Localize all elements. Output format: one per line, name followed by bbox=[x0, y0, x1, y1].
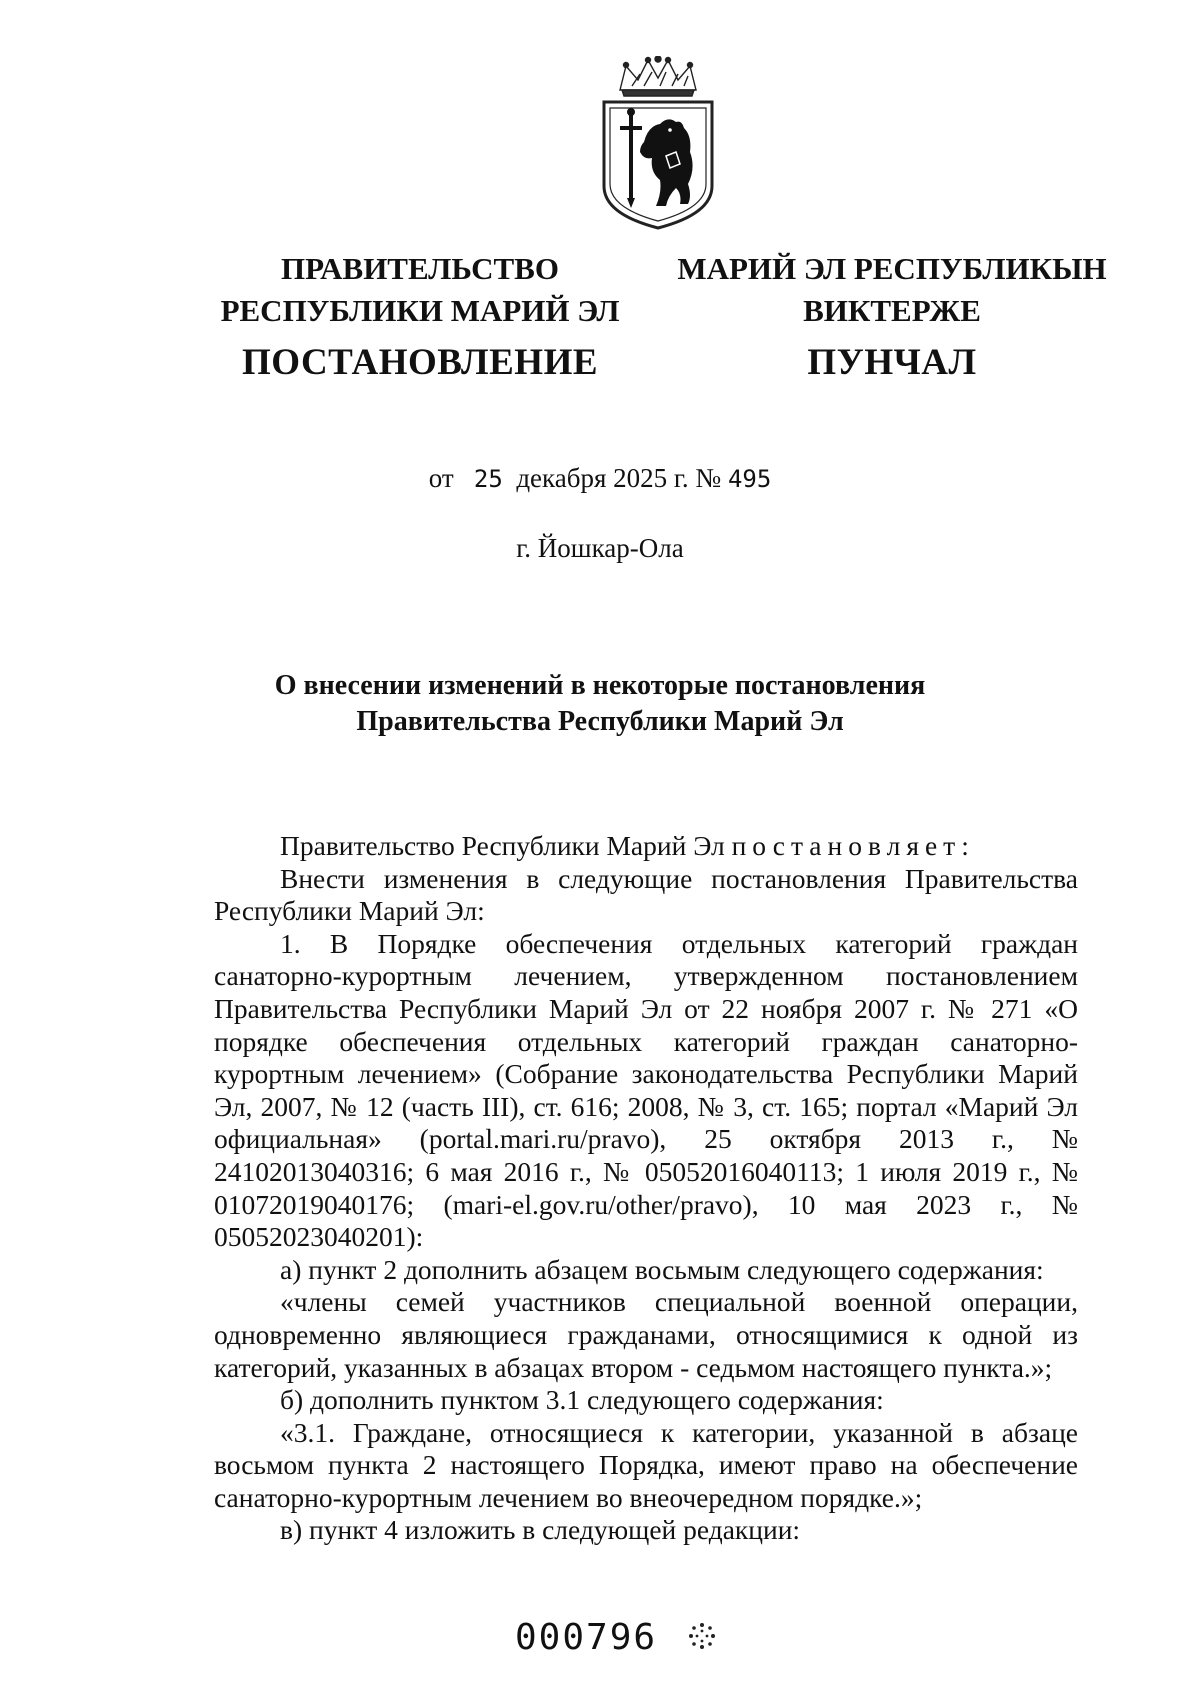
preamble-lead: Правительство Республики Марий Эл bbox=[280, 830, 725, 861]
right-doc-type: ПУНЧАЛ bbox=[807, 342, 977, 383]
right-org-line1: МАРИЙ ЭЛ РЕСПУБЛИКЫН bbox=[677, 251, 1107, 286]
document-date-line bbox=[0, 463, 1200, 494]
city-line: г. Йошкар-Ола bbox=[516, 533, 684, 563]
coat-of-arms-emblem bbox=[596, 56, 720, 232]
header-left bbox=[200, 248, 640, 386]
date-day: 25 bbox=[473, 465, 503, 493]
left-org-line1: ПРАВИТЕЛЬСТВО bbox=[281, 251, 559, 286]
document-body bbox=[214, 830, 1078, 1547]
document-title bbox=[0, 668, 1200, 740]
paragraph: 1. В Порядке обеспечения отдельных категорий граждан санаторно-курортным лечением, утвержденном постановлением Правительства Республики Марий Эл от 22 ноября 2007 г. № 271 «О порядке обеспечения отдельных категорий граждан санаторно-курортным лечением» (Собрание законодательства Республики Марий Эл, 2007, № 12 (часть III), ст. 616; 2008, № 3, ст. 165; портал «Марий Эл официальная» (portal.mari.ru/pravo), 25 октября 2013 г., № 24102013040316; 6 мая 2016 г., № 05052016040113; 1 июля 2019 г., № 01072019040176; (mari-el.gov.ru/other/pravo), 10 мая 2023 г., № 05052023040201): bbox=[214, 927, 1078, 1253]
title-line1: О внесении изменений в некоторые постановления bbox=[274, 670, 926, 701]
paragraph: б) дополнить пунктом 3.1 следующего содержания: bbox=[280, 1384, 884, 1416]
asterisk-mark-icon bbox=[688, 1622, 716, 1650]
left-org-line2: РЕСПУБЛИКИ МАРИЙ ЭЛ bbox=[220, 293, 620, 328]
title-line2: Правительства Республики Марий Эл bbox=[356, 706, 844, 737]
paragraph: а) пункт 2 дополнить абзацем восьмым следующего содержания: bbox=[280, 1253, 1044, 1285]
paragraph: «члены семей участников специальной военной операции, одновременно являющиеся гражданами, относящимися к одной из категорий, указанных в абзацах втором - седьмом настоящего пункта.»; bbox=[214, 1286, 1078, 1383]
header-right bbox=[672, 248, 1112, 386]
paragraph: в) пункт 4 изложить в следующей редакции: bbox=[280, 1514, 801, 1546]
document-number: 495 bbox=[727, 465, 772, 493]
form-serial-number: 000796 bbox=[515, 1617, 658, 1658]
date-month-year: декабря 2025 г. № bbox=[516, 463, 722, 493]
preamble-verb: постановляет: bbox=[731, 830, 975, 861]
paragraph: Внести изменения в следующие постановления Правительства Республики Марий Эл: bbox=[214, 862, 1078, 927]
preamble-paragraph bbox=[214, 830, 1078, 863]
paragraph: «3.1. Граждане, относящиеся к категории, указанной в абзаце восьмом пункта 2 настоящего Порядка, имеют право на обеспечение санаторно-курортным лечением во внеочередном порядке.»; bbox=[214, 1416, 1078, 1513]
right-org-line2: ВИКТЕРЖЕ bbox=[803, 293, 981, 328]
date-prefix: от bbox=[428, 463, 454, 493]
left-doc-type: ПОСТАНОВЛЕНИЕ bbox=[241, 342, 599, 383]
